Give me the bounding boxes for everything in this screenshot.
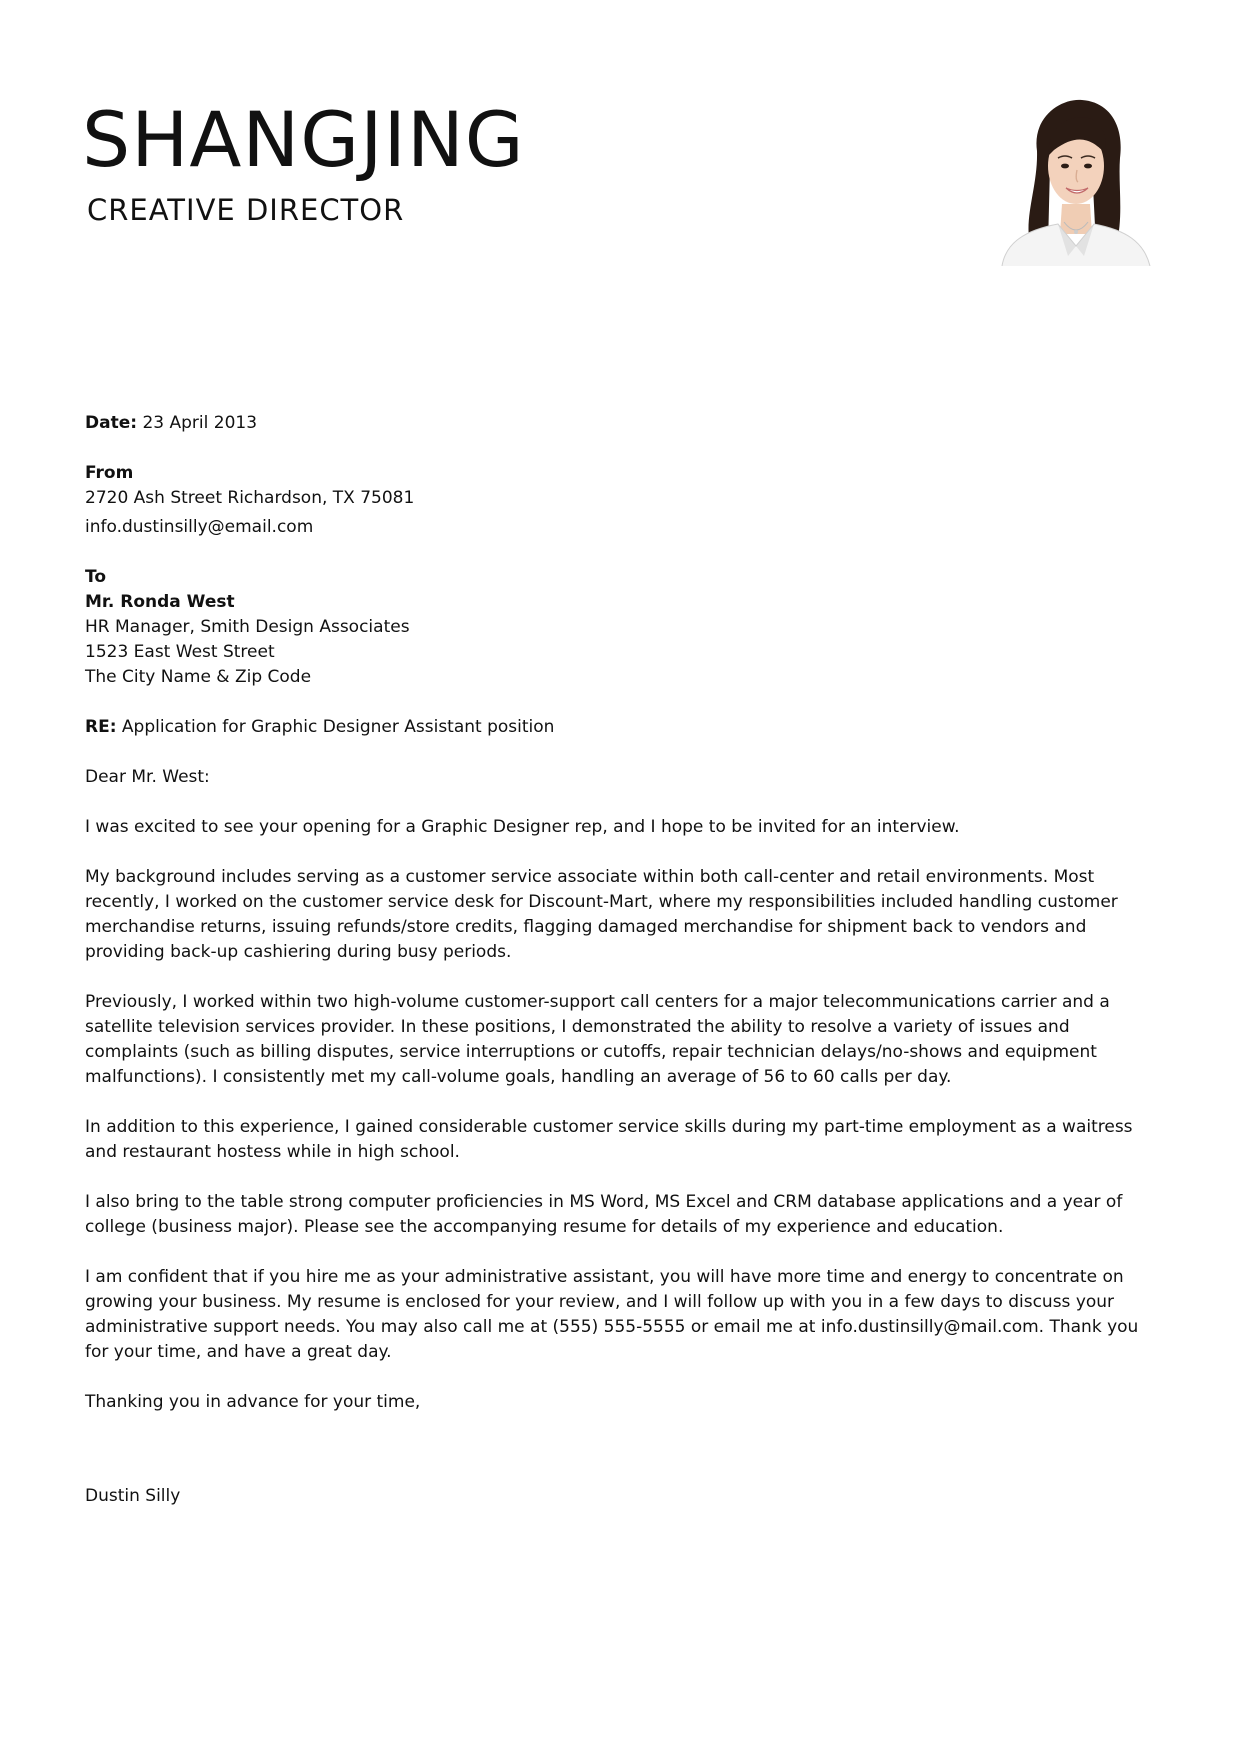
body-paragraph: I also bring to the table strong computer proficiencies in MS Word, MS Excel and CRM database applications and a year of college (business major). Please see the accompanying resume for details of my experience and education. bbox=[85, 1192, 1123, 1237]
subject-line bbox=[85, 715, 1165, 740]
signature-name: Dustin Silly bbox=[85, 1486, 181, 1506]
body-paragraph: I was excited to see your opening for a Graphic Designer rep, and I hope to be invited for an interview. bbox=[85, 817, 960, 837]
letter-body bbox=[85, 411, 1165, 1509]
date-label: Date: bbox=[85, 413, 138, 433]
applicant-name: SHANGJING bbox=[82, 95, 525, 184]
to-label: To bbox=[85, 567, 107, 587]
body-paragraph: My background includes serving as a customer service associate within both call-center and retail environments. Most recently, I worked on the customer service desk for Discount-Mart, where my responsibilities included handling customer merchandise returns, issuing refunds/store credits, flagging damaged merchandise for shipment back to vendors and providing back-up cashiering during busy periods. bbox=[85, 867, 1118, 962]
applicant-job-title: CREATIVE DIRECTOR bbox=[87, 193, 405, 227]
sender-email: info.dustinsilly@email.com bbox=[85, 517, 314, 537]
body-paragraph: I am confident that if you hire me as your administrative assistant, you will have more time and energy to concentrate on growing your business. My resume is enclosed for your review, and I will follow up with you in a few days to discuss your administrative support needs. You may also call me at (555) 555-5555 or email me at info.dustinsilly@mail.com. Thank you for your time, and have a great day. bbox=[85, 1267, 1139, 1362]
recipient-city: The City Name & Zip Code bbox=[85, 667, 312, 687]
sender-block bbox=[85, 461, 1165, 540]
salutation: Dear Mr. West: bbox=[85, 767, 210, 787]
subject-value: Application for Graphic Designer Assistant position bbox=[121, 717, 555, 737]
sender-address: 2720 Ash Street Richardson, TX 75081 bbox=[85, 488, 415, 508]
recipient-name: Mr. Ronda West bbox=[85, 592, 235, 612]
date-line bbox=[85, 411, 1165, 436]
body-paragraph: In addition to this experience, I gained considerable customer service skills during my part-time employment as a waitress and restaurant hostess while in high school. bbox=[85, 1117, 1133, 1162]
profile-photo bbox=[992, 96, 1158, 266]
from-label: From bbox=[85, 463, 134, 483]
closing-line: Thanking you in advance for your time, bbox=[85, 1392, 421, 1412]
subject-label: RE: bbox=[85, 717, 117, 737]
date-value: 23 April 2013 bbox=[142, 413, 258, 433]
recipient-street: 1523 East West Street bbox=[85, 642, 275, 662]
body-paragraph: Previously, I worked within two high-volume customer-support call centers for a major telecommunications carrier and a satellite television services provider. In these positions, I demonstrated the ability to resolve a variety of issues and complaints (such as billing disputes, service interruptions or cutoffs, repair technician delays/no-shows and equipment malfunctions). I consistently met my call-volume goals, handling an average of 56 to 60 calls per day. bbox=[85, 992, 1110, 1087]
recipient-block bbox=[85, 565, 1165, 690]
recipient-role: HR Manager, Smith Design Associates bbox=[85, 617, 410, 637]
